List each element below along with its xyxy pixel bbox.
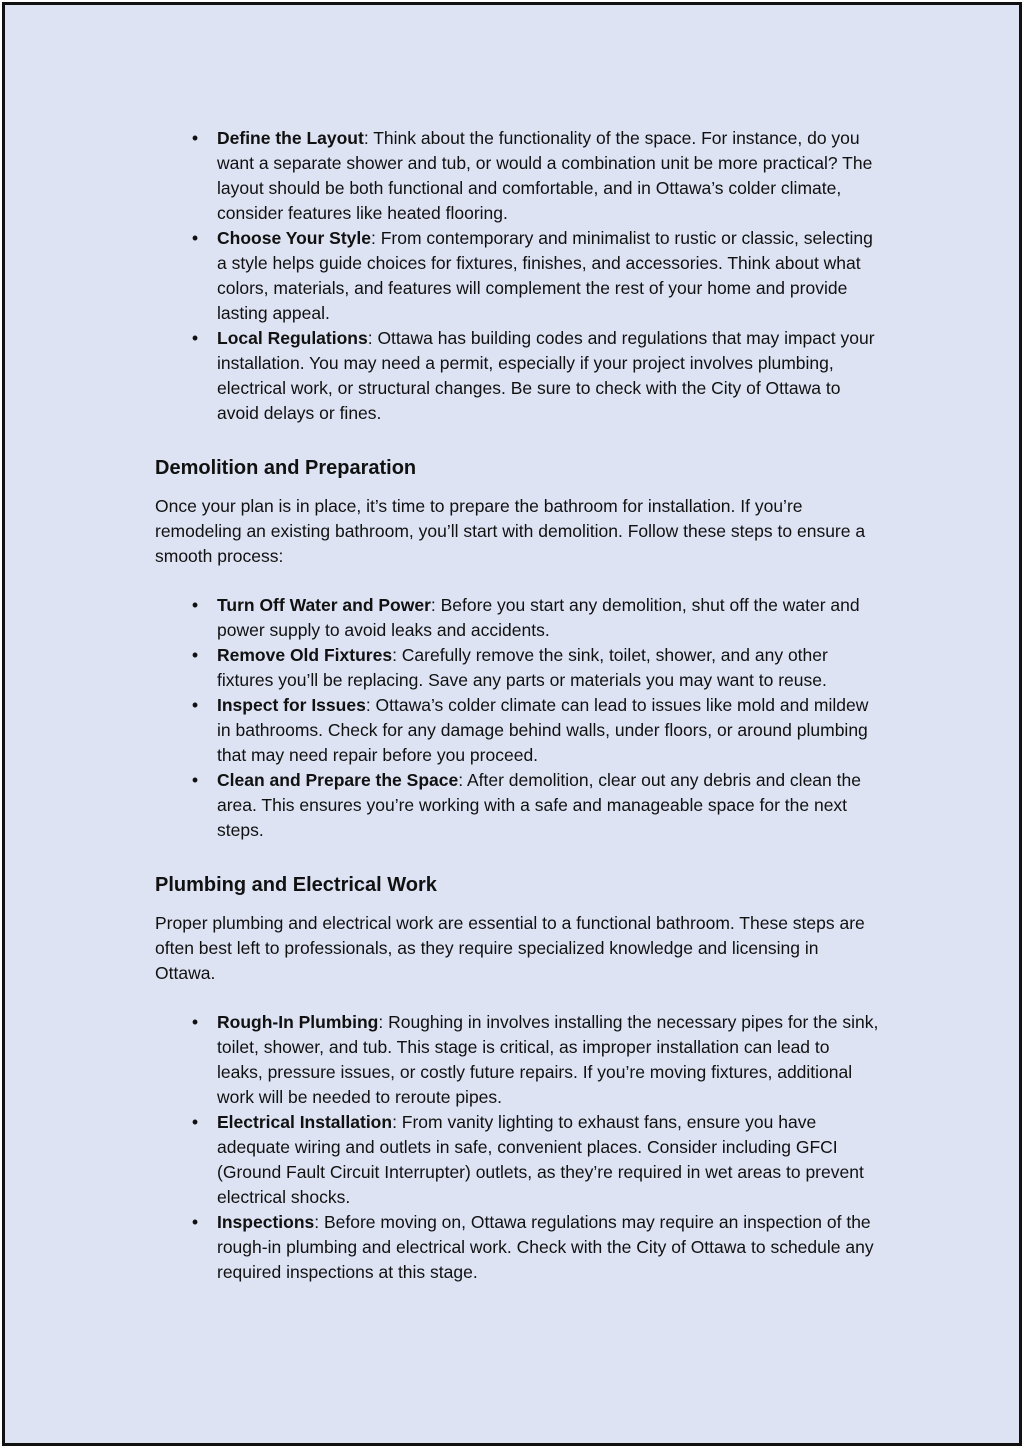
- list-item: [155, 593, 880, 643]
- bullet-term: Define the Layout: [217, 128, 364, 148]
- bullet-text: : Ottawa has building codes and regulations that may impact your installation. You may need a permit, especially if your project involves plumbing, electrical work, or structural changes. Be sure to check with the City of Ottawa to avoid delays or fines.: [217, 328, 875, 423]
- bullet-icon: •: [191, 328, 199, 348]
- bullet-text: : Ottawa’s colder climate can lead to issues like mold and mildew in bathrooms. Check for any damage behind walls, under floors, or around plumbing that may need repair before you proceed.: [217, 695, 869, 765]
- bullet-term: Local Regulations: [217, 328, 368, 348]
- list-item: [155, 1210, 880, 1285]
- list-item: [155, 126, 880, 226]
- list-item: [155, 693, 880, 768]
- bullet-icon: •: [191, 595, 199, 615]
- bullet-icon: •: [191, 1112, 199, 1132]
- bullet-term: Electrical Installation: [217, 1112, 393, 1132]
- bullet-text: : Before you start any demolition, shut off the water and power supply to avoid leaks and accidents.: [217, 595, 860, 640]
- bullet-text: : Carefully remove the sink, toilet, shower, and any other fixtures you’ll be replacing. Save any parts or materials you may want to reuse.: [217, 645, 828, 690]
- bullet-term: Inspect for Issues: [217, 695, 366, 715]
- bullet-icon: •: [191, 1212, 199, 1232]
- bullet-icon: •: [191, 128, 199, 148]
- bullet-term: Rough-In Plumbing: [217, 1012, 379, 1032]
- bullet-icon: •: [191, 770, 199, 790]
- bullet-text: : From vanity lighting to exhaust fans, ensure you have adequate wiring and outlets in safe, convenient places. Consider including GFCI (Ground Fault Circuit Interrupter) outlets, as they’re required in wet areas to prevent electrical shocks.: [217, 1112, 864, 1207]
- demolition-bullet-list: [155, 593, 880, 843]
- bullet-term: Inspections: [217, 1212, 315, 1232]
- bullet-text: : From contemporary and minimalist to rustic or classic, selecting a style helps guide choices for fixtures, finishes, and accessories. Think about what colors, materials, and features will complement the rest of your home and provide lasting appeal.: [217, 228, 873, 323]
- bullet-text: : After demolition, clear out any debris and clean the area. This ensures you’re working with a safe and manageable space for the next steps.: [217, 770, 861, 840]
- intro-bullet-list: [155, 126, 880, 426]
- list-item: [155, 326, 880, 426]
- section-intro-demolition: Once your plan is in place, it’s time to prepare the bathroom for installation. If you’re remodeling an existing bathroom, you’ll start with demolition. Follow these steps to ensure a smooth process:: [155, 496, 866, 566]
- section-intro-plumbing: Proper plumbing and electrical work are essential to a functional bathroom. These steps are often best left to professionals, as they require specialized knowledge and licensing in Ottawa.: [155, 913, 865, 983]
- bullet-term: Remove Old Fixtures: [217, 645, 393, 665]
- section-heading-plumbing: Plumbing and Electrical Work: [155, 874, 437, 896]
- list-item: [155, 643, 880, 693]
- bullet-text: : Before moving on, Ottawa regulations may require an inspection of the rough-in plumbing and electrical work. Check with the City of Ottawa to schedule any required inspections at this stage.: [217, 1212, 874, 1282]
- bullet-icon: •: [191, 228, 199, 248]
- bullet-icon: •: [191, 695, 199, 715]
- bullet-term: Clean and Prepare the Space: [217, 770, 459, 790]
- page-content: [155, 126, 880, 1285]
- plumbing-bullet-list: [155, 1010, 880, 1285]
- list-item: [155, 1010, 880, 1110]
- document-page: [2, 2, 1022, 1446]
- bullet-text: : Think about the functionality of the space. For instance, do you want a separate shower and tub, or would a combination unit be more practical? The layout should be both functional and comfortable, and in Ottawa’s colder climate, consider features like heated flooring.: [217, 128, 873, 223]
- bullet-icon: •: [191, 645, 199, 665]
- list-item: [155, 768, 880, 843]
- bullet-term: Turn Off Water and Power: [217, 595, 431, 615]
- bullet-term: Choose Your Style: [217, 228, 371, 248]
- list-item: [155, 1110, 880, 1210]
- bullet-text: : Roughing in involves installing the necessary pipes for the sink, toilet, shower, and tub. This stage is critical, as improper installation can lead to leaks, pressure issues, or costly future repairs. If you’re moving fixtures, additional work will be needed to reroute pipes.: [217, 1012, 879, 1107]
- bullet-icon: •: [191, 1012, 199, 1032]
- section-heading-demolition: Demolition and Preparation: [155, 457, 417, 479]
- list-item: [155, 226, 880, 326]
